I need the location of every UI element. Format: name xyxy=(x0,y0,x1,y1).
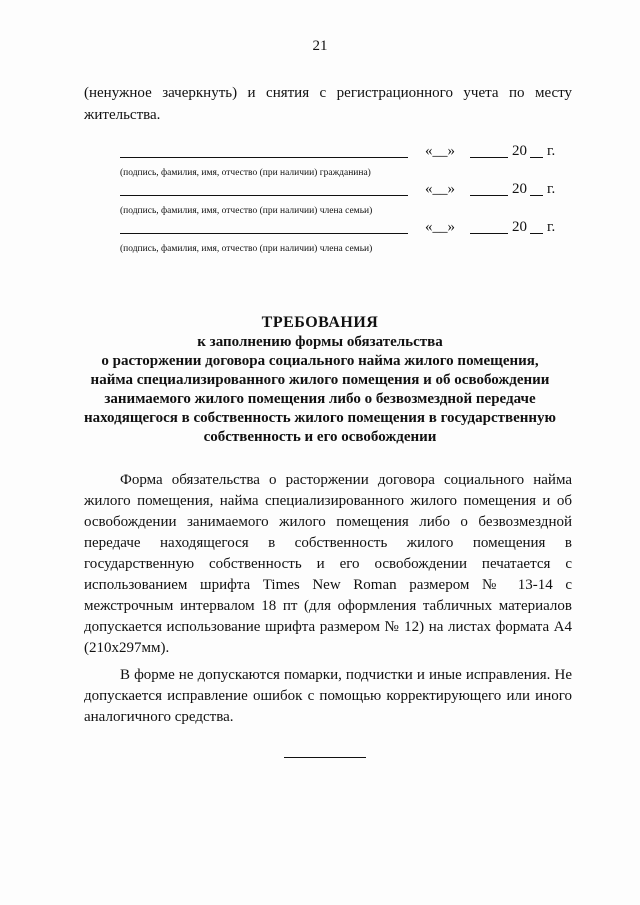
date-month-blank xyxy=(470,195,508,196)
requirements-title-line: к заполнению формы обязательства xyxy=(197,334,443,350)
requirements-title xyxy=(60,313,580,447)
date-day-field: «__» xyxy=(425,143,455,159)
requirements-title-line: найма специализированного жилого помещения и об освобождении xyxy=(90,372,550,388)
signature-line xyxy=(120,143,560,161)
date-day-field: «__» xyxy=(425,219,455,235)
signature-caption: (подпись, фамилия, имя, отчество (при наличии) члена семьи) xyxy=(120,244,373,254)
signature-blank xyxy=(120,195,408,196)
year-prefix: 20 xyxy=(512,219,527,235)
requirements-title-line: собственность и его освобождении xyxy=(203,429,437,445)
requirements-title-line: о расторжении договора социального найма жилого помещения, xyxy=(101,353,539,369)
requirements-title-line: находящегося в собственность жилого помещения в государственную xyxy=(83,410,556,426)
year-suffix: г. xyxy=(547,143,556,159)
page-number: 21 xyxy=(312,38,328,54)
signature-caption: (подпись, фамилия, имя, отчество (при наличии) гражданина) xyxy=(120,168,371,178)
signature-blank xyxy=(120,233,408,234)
requirements-title-line: занимаемого жилого помещения либо о безвозмездной передаче xyxy=(104,391,536,407)
year-suffix: г. xyxy=(547,181,556,197)
end-divider xyxy=(284,757,366,758)
signature-blank xyxy=(120,157,408,158)
signature-caption: (подпись, фамилия, имя, отчество (при наличии) члена семьи) xyxy=(120,206,373,216)
body-paragraph: В форме не допускаются помарки, подчистки и иные исправления. Не допускается исправление ошибок с помощью корректирующего или иного аналогичного средства. xyxy=(84,667,572,725)
requirements-heading: ТРЕБОВАНИЯ xyxy=(261,314,379,331)
year-blank xyxy=(530,157,543,158)
year-prefix: 20 xyxy=(512,143,527,159)
signature-line xyxy=(120,219,560,237)
requirements-body xyxy=(84,470,572,728)
signature-block-family-member-1 xyxy=(120,181,560,216)
year-suffix: г. xyxy=(547,219,556,235)
date-month-blank xyxy=(470,233,508,234)
signature-block-family-member-2 xyxy=(120,219,560,254)
year-prefix: 20 xyxy=(512,181,527,197)
year-blank xyxy=(530,233,543,234)
body-paragraph: Форма обязательства о расторжении договора социального найма жилого помещения, найма специализированного жилого помещения и об освобождении занимаемого жилого помещения либо о безвозмездной передаче находящегося в собственность жилого помещения в государственную собственность и его освобождении печатается с использованием шрифта Times New Roman размером № 13-14 с межстрочным интервалом 18 пт (для оформления табличных материалов допускается использование шрифта размером № 12) на листах формата А4 (210x297мм). xyxy=(84,472,572,656)
signature-line xyxy=(120,181,560,199)
intro-text: (ненужное зачеркнуть) и снятия с регистрационного учета по месту жительства. xyxy=(84,85,572,123)
date-month-blank xyxy=(470,157,508,158)
year-blank xyxy=(530,195,543,196)
date-day-field: «__» xyxy=(425,181,455,197)
signature-block-citizen xyxy=(120,143,560,178)
